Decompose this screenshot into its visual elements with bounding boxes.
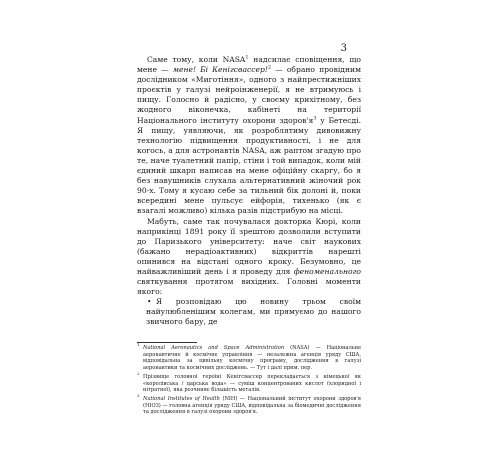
page-number: 3 [340, 43, 347, 54]
footnote-1: 1 National Aeronautics and Space Administration (NASA) — Національне аеронавтичне й космічне управління — незалежна агенція уряду США, відповідальна за цивільну космічну програму, дослідження в галузі аеронавтики та космічних досліджень. — Тут і далі прим. пер. [137, 342, 361, 372]
text-run: у Бетесді. Я пищу, уявляючи, як розроблятиму дивовижну технологію підвищення продуктивності, і не для когось, а для астронавтів NASA, аж раптом згадую про те, наче туалетний папір, стіни і той випадок, коли мій єдиний шкарп написав на мене офіційну скаргу, бо я без навушників слухала альтернативний жіночий рок 90-х. Тому я кусаю себе за тильний бік долоні й, поки всередині мене пульсує ейфорія, тихенько (як є взагалі можливо) кілька разів підстрибую на місці. [137, 115, 361, 216]
text-run: надсилає сповіщення, що мене — [137, 55, 361, 75]
footnote-divider [137, 342, 197, 343]
footnote-text: (NASA) — Національне аеронавтичне й космічне управління — незалежна агенція уряду США, відповідальна за цивільну космічну програму, дослідження в галузі аеронавтики та космічних досліджень. — Тут і далі прим. пер. [143, 345, 361, 372]
footnote-ref-2: 2 [267, 64, 272, 71]
paragraph-1 [137, 55, 361, 217]
footnote-ref-3: 3 [313, 115, 317, 122]
footnote-lead: National Aeronautics and Space Administration [143, 345, 285, 351]
footnote-2: 2 Прізвище головної героїні Кенігсвассер перекладається з німецької як «королівська / царська вода» — суміш концентрованих кислот (хлоридної і нітратної), яка розчиняє більшість металів. [137, 370, 361, 394]
paragraph-2 [137, 217, 361, 298]
emphasis-name: мене! Бі Кенігсвассер! [172, 65, 268, 75]
footnotes [137, 342, 361, 418]
bullet-icon: • [147, 297, 152, 307]
text-run: святкування протягом вихідних. Головні моменти якого: [137, 277, 361, 297]
bullet-text: Я розповідаю цю новину трьом своїм найулюбленішим колегам, ми прямуємо до нашого звичного бару, де [146, 297, 361, 327]
emphasis-phenomenal: феноменального [293, 266, 361, 276]
text-run: Мабуть, саме так почувалася докторка Кюрі, коли наприкінці 1891 року її зрештою дозволили вступити до Паризького університету: наче світ наукових (бажано нерадіоактивних) відкриттів нарешті опинився на відстані одного кроку. Безумовно, це найважливіший день і я проведу для [137, 216, 361, 276]
text-run: — обрано провідним дослідником «Миготіння», одного з найпрестижніших проєктів у галузі нейроінженерії, я не втримуюсь і пищу. Голосно й радісно, у своєму крихітному, без жодного віконечка, кабінеті на території Національного інституту охорони здоров'я [137, 65, 361, 125]
bullet-item [137, 297, 361, 327]
footnote-text: (NIH) — Національний інститут охорони здоров'я (НІОЗ) — головна агенція уряду США, відповідальна за біомедичні дослідження та дослідження в галузі охорони здоров'я. [143, 395, 361, 416]
footnote-lead: National Institutes of Health [143, 395, 220, 402]
footnote-ref-1: 1 [245, 54, 249, 61]
footnote-text: Прізвище головної героїні Кенігсвассер перекладається з німецької як «королівська / царська вода» — суміш концентрованих кислот (хлоридної і нітратної), яка розчиняє більшість металів. [143, 373, 361, 394]
main-text [137, 55, 361, 328]
text-run: Саме тому, коли NASA [147, 55, 246, 64]
footnote-3: 3 National Institutes of Health (NIH) — Національний інститут охорони здоров'я (НІОЗ) — головна агенція уряду США, відповідальна за біомедичні дослідження та дослідження в галузі охорони здоров'я. [137, 392, 361, 416]
